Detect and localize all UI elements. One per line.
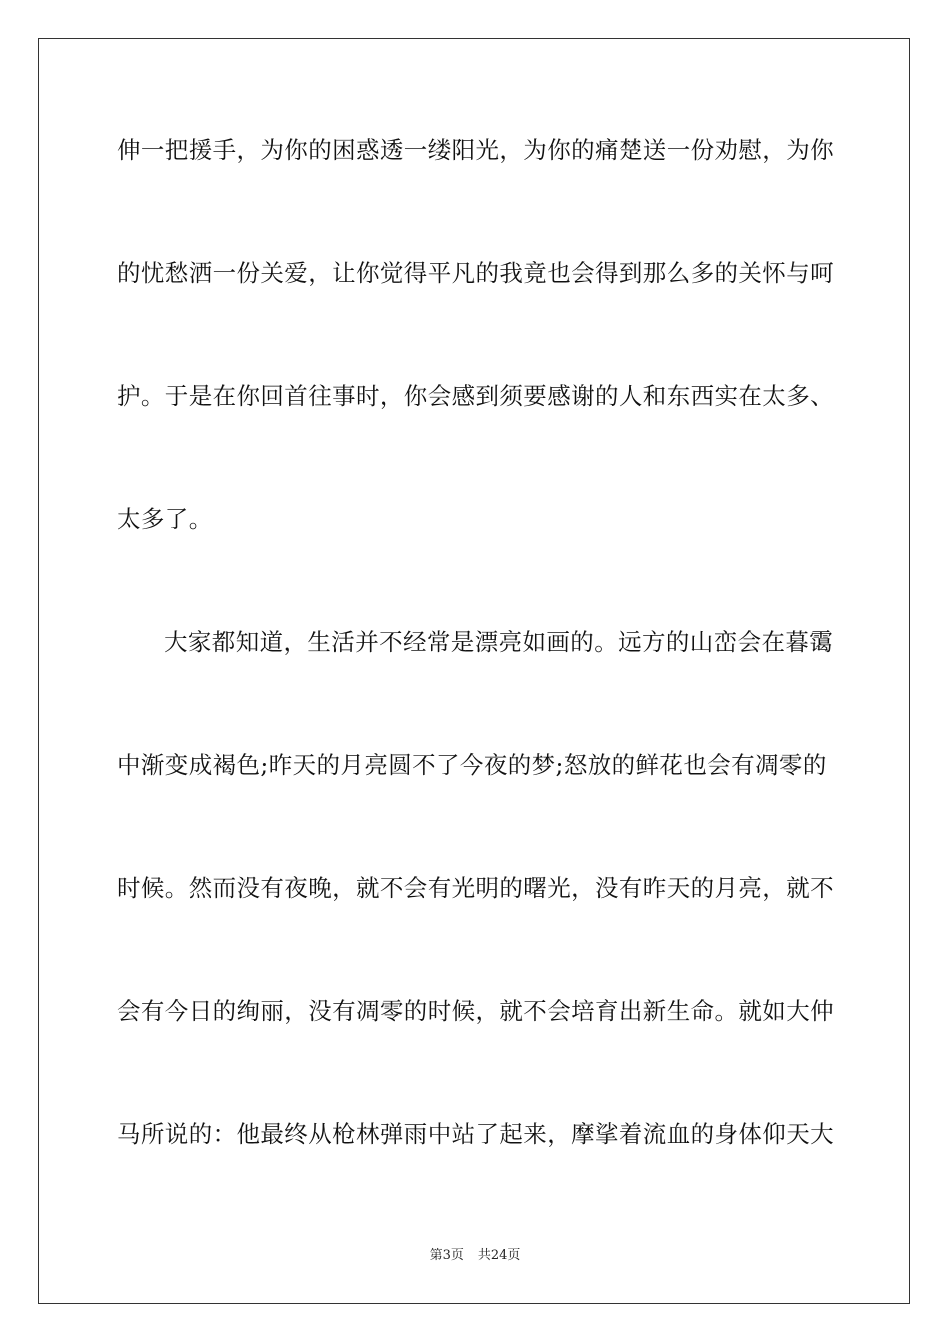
text-line-6: 中渐变成褐色;昨天的月亮圆不了今夜的梦;怒放的鲜花也会有凋零的 — [117, 751, 827, 779]
text-line-3: 护。于是在你回首往事时，你会感到须要感谢的人和东西实在太多、 — [117, 382, 834, 410]
text-line-2: 的忧愁洒一份关爱，让你觉得平凡的我竟也会得到那么多的关怀与呵 — [117, 259, 834, 287]
text-line-4: 太多了。 — [117, 505, 213, 533]
page-frame — [38, 38, 910, 1304]
page-number: 第3页 — [429, 1248, 464, 1263]
page-footer — [0, 1247, 950, 1265]
text-line-9: 马所说的：他最终从枪林弹雨中站了起来，摩挲着流血的身体仰天大 — [117, 1120, 834, 1148]
text-line-7: 时候。然而没有夜晚，就不会有光明的曙光，没有昨天的月亮，就不 — [117, 874, 834, 902]
page-total: 共24页 — [477, 1248, 521, 1263]
text-line-5: 大家都知道，生活并不经常是漂亮如画的。远方的山峦会在暮霭 — [164, 628, 834, 656]
text-line-1: 伸一把援手，为你的困惑透一缕阳光，为你的痛楚送一份劝慰，为你 — [117, 136, 834, 164]
text-line-8: 会有今日的绚丽，没有凋零的时候，就不会培育出新生命。就如大仲 — [117, 997, 834, 1025]
